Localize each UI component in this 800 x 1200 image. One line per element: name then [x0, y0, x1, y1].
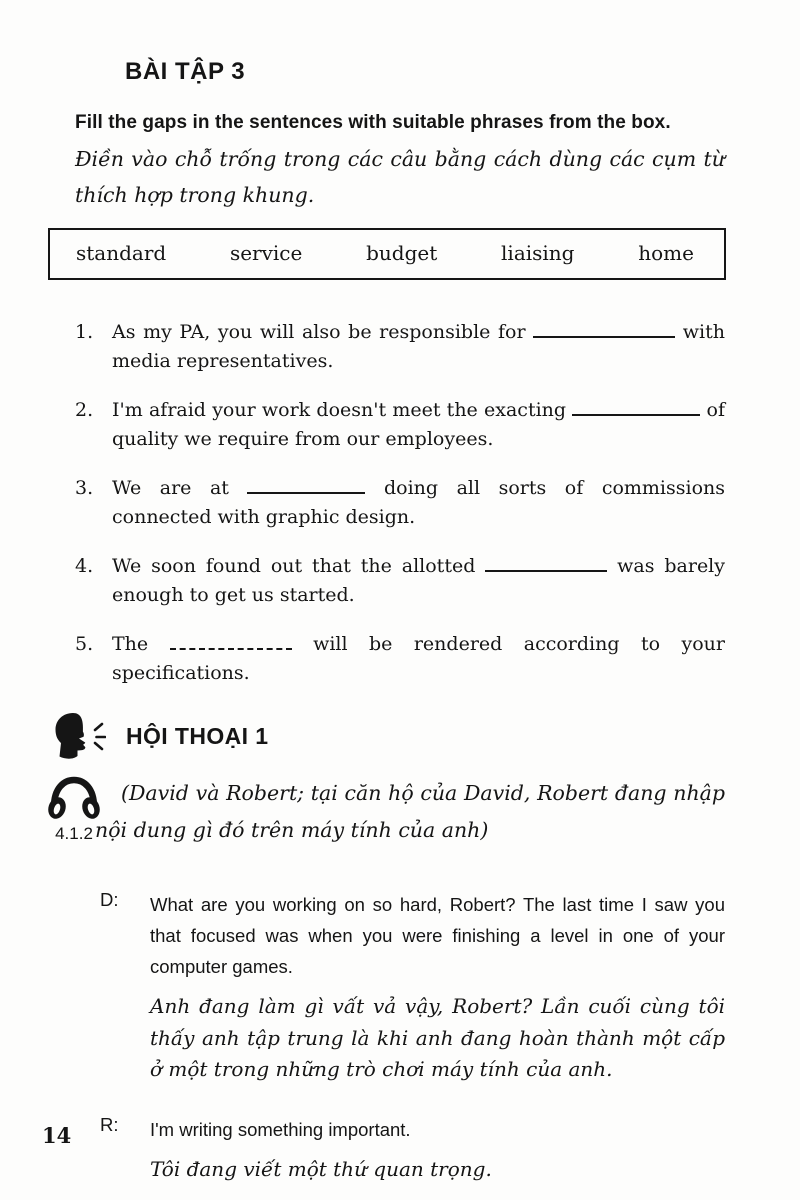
instruction-english: Fill the gaps in the sentences with suitable phrases from the box. [75, 112, 671, 133]
blank-line [485, 559, 607, 572]
blank-line [247, 481, 365, 494]
blank-line-dashed [170, 637, 292, 650]
word-box-item: liaising [501, 241, 575, 265]
word-box-item: service [229, 241, 303, 265]
sentence-text-after: doing all sorts of commissions connected with graphic design. [112, 477, 726, 528]
dialogue-turn-robert [75, 1114, 725, 1186]
sentence-text-before: I'm afraid your work doesn't meet the exacting [112, 399, 567, 421]
dialogue-line-english: What are you working on so hard, Robert? The last time I saw you that focused was when you were finishing a level in one of your computer games. [150, 894, 725, 977]
blank-line [572, 403, 700, 416]
word-box-item: home [638, 241, 694, 265]
stage-direction: (David và Robert; tại căn hộ của David, Robert đang nhập nội dung gì đó trên máy tính của anh) [95, 781, 725, 842]
sentence-number: 1. [75, 321, 94, 343]
sentence-number: 5. [75, 633, 94, 655]
sentence-text-before: We soon found out that the allotted [112, 555, 476, 577]
word-box [48, 228, 726, 280]
dialogue-turn-david [75, 889, 725, 1086]
dialogue-line-english: I'm writing something important. [150, 1118, 411, 1140]
headphones-icon [44, 808, 104, 825]
sentence-5 [75, 630, 725, 687]
sentence-1 [75, 318, 725, 375]
dialogue-heading-row [50, 711, 725, 761]
speaker-label: D: [100, 889, 119, 910]
audio-badge [41, 775, 107, 844]
sentence-text-after: will be rendered according to your specifications. [112, 633, 725, 684]
dialogue-line-vietnamese: Tôi đang viết một thứ quan trọng. [150, 1156, 492, 1181]
page-title: BÀI TẬP 3 [125, 58, 246, 85]
sentence-text-after: was barely enough to get us started. [112, 555, 725, 606]
word-box-item: standard [76, 241, 167, 265]
gap-fill-sentences [75, 318, 725, 687]
page-number: 14 [42, 1123, 72, 1148]
sentence-4 [75, 552, 725, 609]
speaker-label: R: [100, 1113, 119, 1135]
blank-line [533, 325, 675, 338]
speaking-head-icon [50, 711, 106, 761]
instruction-vietnamese: Điền vào chỗ trống trong các câu bằng cách dùng các cụm từ thích hợp trong khung. [75, 147, 725, 207]
audio-track-number: 4.1.2 [55, 824, 93, 843]
dialogue-line-vietnamese: Anh đang làm gì vất vả vậy, Robert? Lần cuối cùng tôi thấy anh tập trung là khi anh đang hoàn thành một cấp ở một trong những trò chơi máy tính của anh. [150, 994, 725, 1081]
sentence-3 [75, 474, 725, 531]
sentence-text-before: We are at [112, 477, 229, 499]
sentence-text-after: of quality we require from our employees. [112, 399, 725, 450]
sentence-number: 2. [75, 399, 94, 421]
sentence-text-after: with media representatives. [112, 321, 725, 372]
dialogue [75, 889, 725, 1185]
stage-direction-row [55, 775, 725, 855]
sentence-text-before: The [112, 633, 149, 655]
sentence-number: 4. [75, 555, 94, 577]
dialogue-heading: HỘI THOẠI 1 [126, 722, 269, 749]
sentence-number: 3. [75, 477, 94, 499]
sentence-text-before: As my PA, you will also be responsible for [112, 321, 526, 343]
word-box-item: budget [366, 241, 438, 265]
sentence-2 [75, 396, 725, 453]
